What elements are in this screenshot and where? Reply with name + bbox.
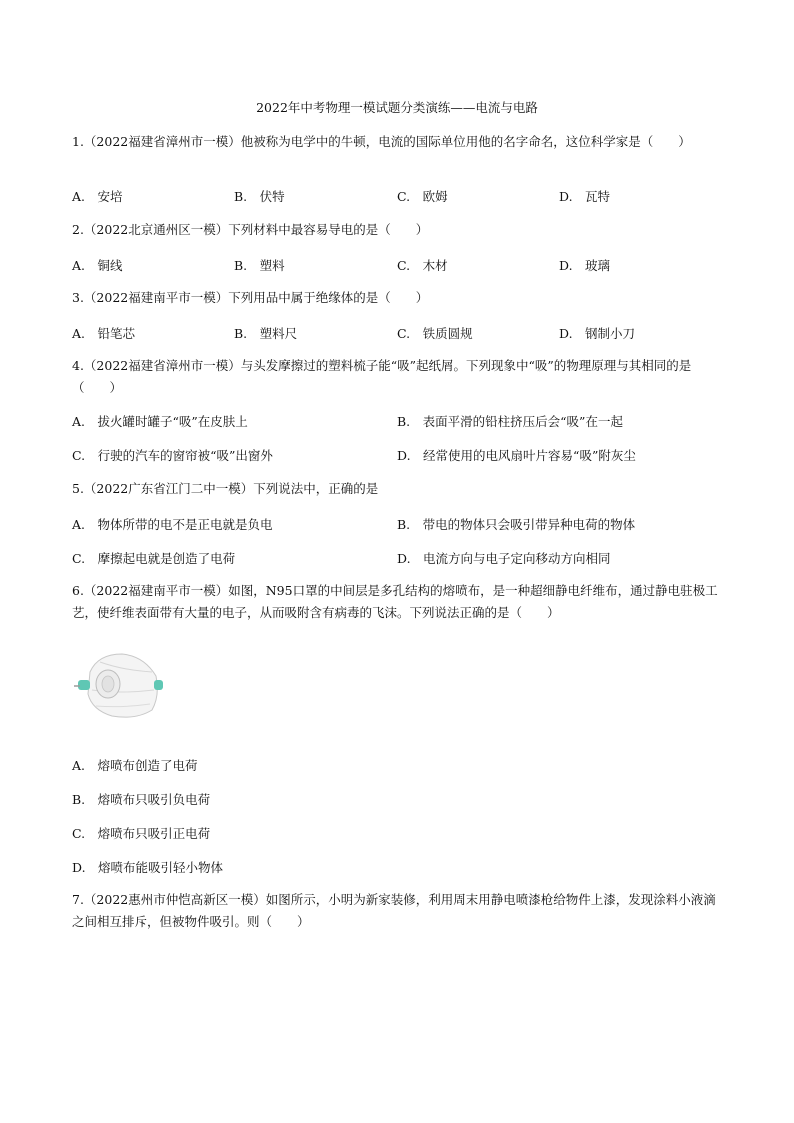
option-a[interactable]: A. 铅笔芯 (72, 326, 136, 341)
option-d[interactable]: D. 玻璃 (559, 258, 611, 273)
option-a[interactable]: A. 拔火罐时罐子“吸”在皮肤上 (72, 414, 248, 429)
question-6-text: 6.（2022福建南平市一模）如图，N95口罩的中间层是多孔结构的熔喷布，是一种超细静电纤维布，通过静电驻极工艺，使纤维表面带有大量的电子，从而吸附含有病毒的飞沫。下列说法正确的是（ ） (72, 583, 718, 620)
option-d[interactable]: D. 电流方向与电子定向移动方向相同 (397, 551, 611, 566)
n95-mask-image (72, 650, 164, 720)
question-4-options-row-1 (72, 412, 724, 432)
question-2-options (72, 256, 724, 276)
option-c[interactable]: C. 木材 (397, 258, 448, 273)
option-c[interactable]: C. 欧姆 (397, 189, 448, 204)
question-6-option-c[interactable]: C. 熔喷布只吸引正电荷 (72, 826, 211, 841)
question-3-options (72, 324, 724, 344)
question-1-options (72, 187, 724, 207)
question-6-option-d[interactable]: D. 熔喷布能吸引轻小物体 (72, 860, 224, 875)
question-5-text: 5.（2022广东省江门二中一模）下列说法中，正确的是 (72, 481, 379, 496)
page-title: 2022年中考物理一模试题分类演练——电流与电路 (256, 100, 538, 115)
question-5-options-row-1 (72, 515, 724, 535)
question-4-text: 4.（2022福建省漳州市一模）与头发摩擦过的塑料梳子能“吸”起纸屑。下列现象中“吸”的物理原理与其相同的是（ ） (72, 358, 692, 395)
option-b[interactable]: B. 塑料 (234, 258, 285, 273)
option-d[interactable]: D. 钢制小刀 (559, 326, 636, 341)
question-2-text: 2.（2022北京通州区一模）下列材料中最容易导电的是（ ） (72, 222, 429, 237)
option-b[interactable]: B. 伏特 (234, 189, 285, 204)
question-6-option-b[interactable]: B. 熔喷布只吸引负电荷 (72, 792, 211, 807)
option-a[interactable]: A. 物体所带的电不是正电就是负电 (72, 517, 273, 532)
option-b[interactable]: B. 带电的物体只会吸引带异种电荷的物体 (397, 517, 636, 532)
option-a[interactable]: A. 铜线 (72, 258, 123, 273)
option-d[interactable]: D. 瓦特 (559, 189, 611, 204)
option-c[interactable]: C. 铁质圆规 (397, 326, 473, 341)
option-a[interactable]: A. 安培 (72, 189, 123, 204)
question-1-text: 1.（2022福建省漳州市一模）他被称为电学中的牛顿，电流的国际单位用他的名字命名，这位科学家是（ ） (72, 134, 691, 149)
question-4-options-row-2 (72, 446, 724, 466)
option-c[interactable]: C. 摩擦起电就是创造了电荷 (72, 551, 236, 566)
option-d[interactable]: D. 经常使用的电风扇叶片容易“吸”附灰尘 (397, 448, 636, 463)
question-7-text: 7.（2022惠州市仲恺高新区一模）如图所示，小明为新家装修，利用周末用静电喷漆枪给物件上漆，发现涂料小液滴之间相互排斥，但被物件吸引。则（ ） (72, 892, 716, 929)
option-c[interactable]: C. 行驶的汽车的窗帘被“吸”出窗外 (72, 448, 273, 463)
option-b[interactable]: B. 表面平滑的铅柱挤压后会“吸”在一起 (397, 414, 623, 429)
question-3-text: 3.（2022福建南平市一模）下列用品中属于绝缘体的是（ ） (72, 290, 429, 305)
question-5-options-row-2 (72, 549, 724, 569)
option-b[interactable]: B. 塑料尺 (234, 326, 298, 341)
question-6-option-a[interactable]: A. 熔喷布创造了电荷 (72, 758, 198, 773)
